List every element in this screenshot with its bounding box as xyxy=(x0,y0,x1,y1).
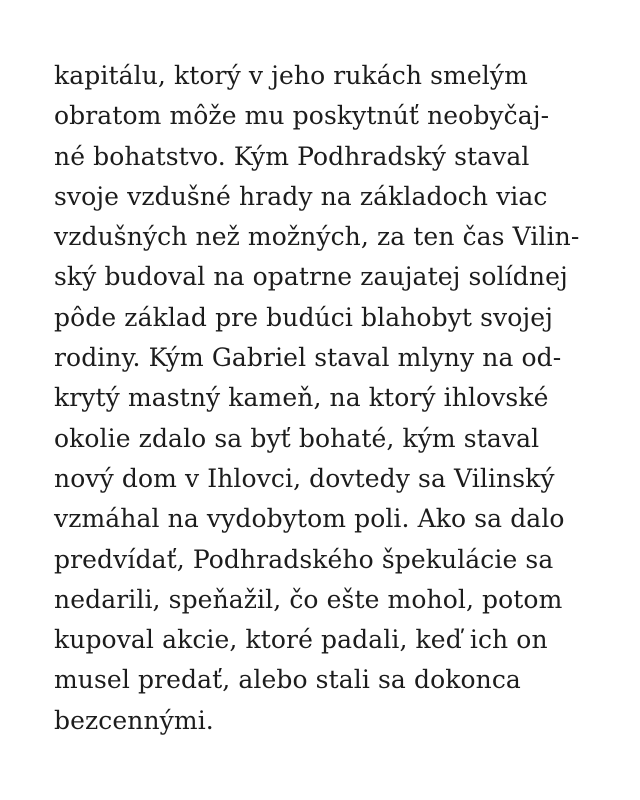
text-line: predvídať, Podhradského špekulácie sa xyxy=(54,544,554,574)
text-line: nový dom v Ihlovci, dovtedy sa Vilinský xyxy=(54,463,555,493)
text-line: né bohatstvo. Kým Podhradský staval xyxy=(54,141,530,171)
text-line: vzdušných než možných, za ten čas Vilin- xyxy=(54,222,580,252)
text-line: okolie zdalo sa byť bohaté, kým staval xyxy=(54,423,540,453)
text-line: bezcennými. xyxy=(54,705,214,735)
text-line: ský budoval na opatrne zaujatej solídnej xyxy=(54,262,568,292)
text-line: svoje vzdušné hrady na základoch viac xyxy=(54,181,548,211)
text-line: pôde základ pre budúci blahobyt svojej xyxy=(54,302,554,332)
text-line: krytý mastný kameň, na ktorý ihlovské xyxy=(54,383,549,413)
body-paragraph xyxy=(54,56,594,741)
text-line: kupoval akcie, ktoré padali, keď ich on xyxy=(54,625,548,655)
text-line: musel predať, alebo stali sa dokonca xyxy=(54,665,521,695)
text-line: nedarili, speňažil, čo ešte mohol, potom xyxy=(54,584,563,614)
text-line: kapitálu, ktorý v jeho rukách smelým xyxy=(54,61,528,90)
text-line: vzmáhal na vydobytom poli. Ako sa dalo xyxy=(54,504,565,534)
text-line: obratom môže mu poskytnúť neobyčaj- xyxy=(54,101,550,131)
text-line: rodiny. Kým Gabriel staval mlyny na od- xyxy=(54,343,562,373)
